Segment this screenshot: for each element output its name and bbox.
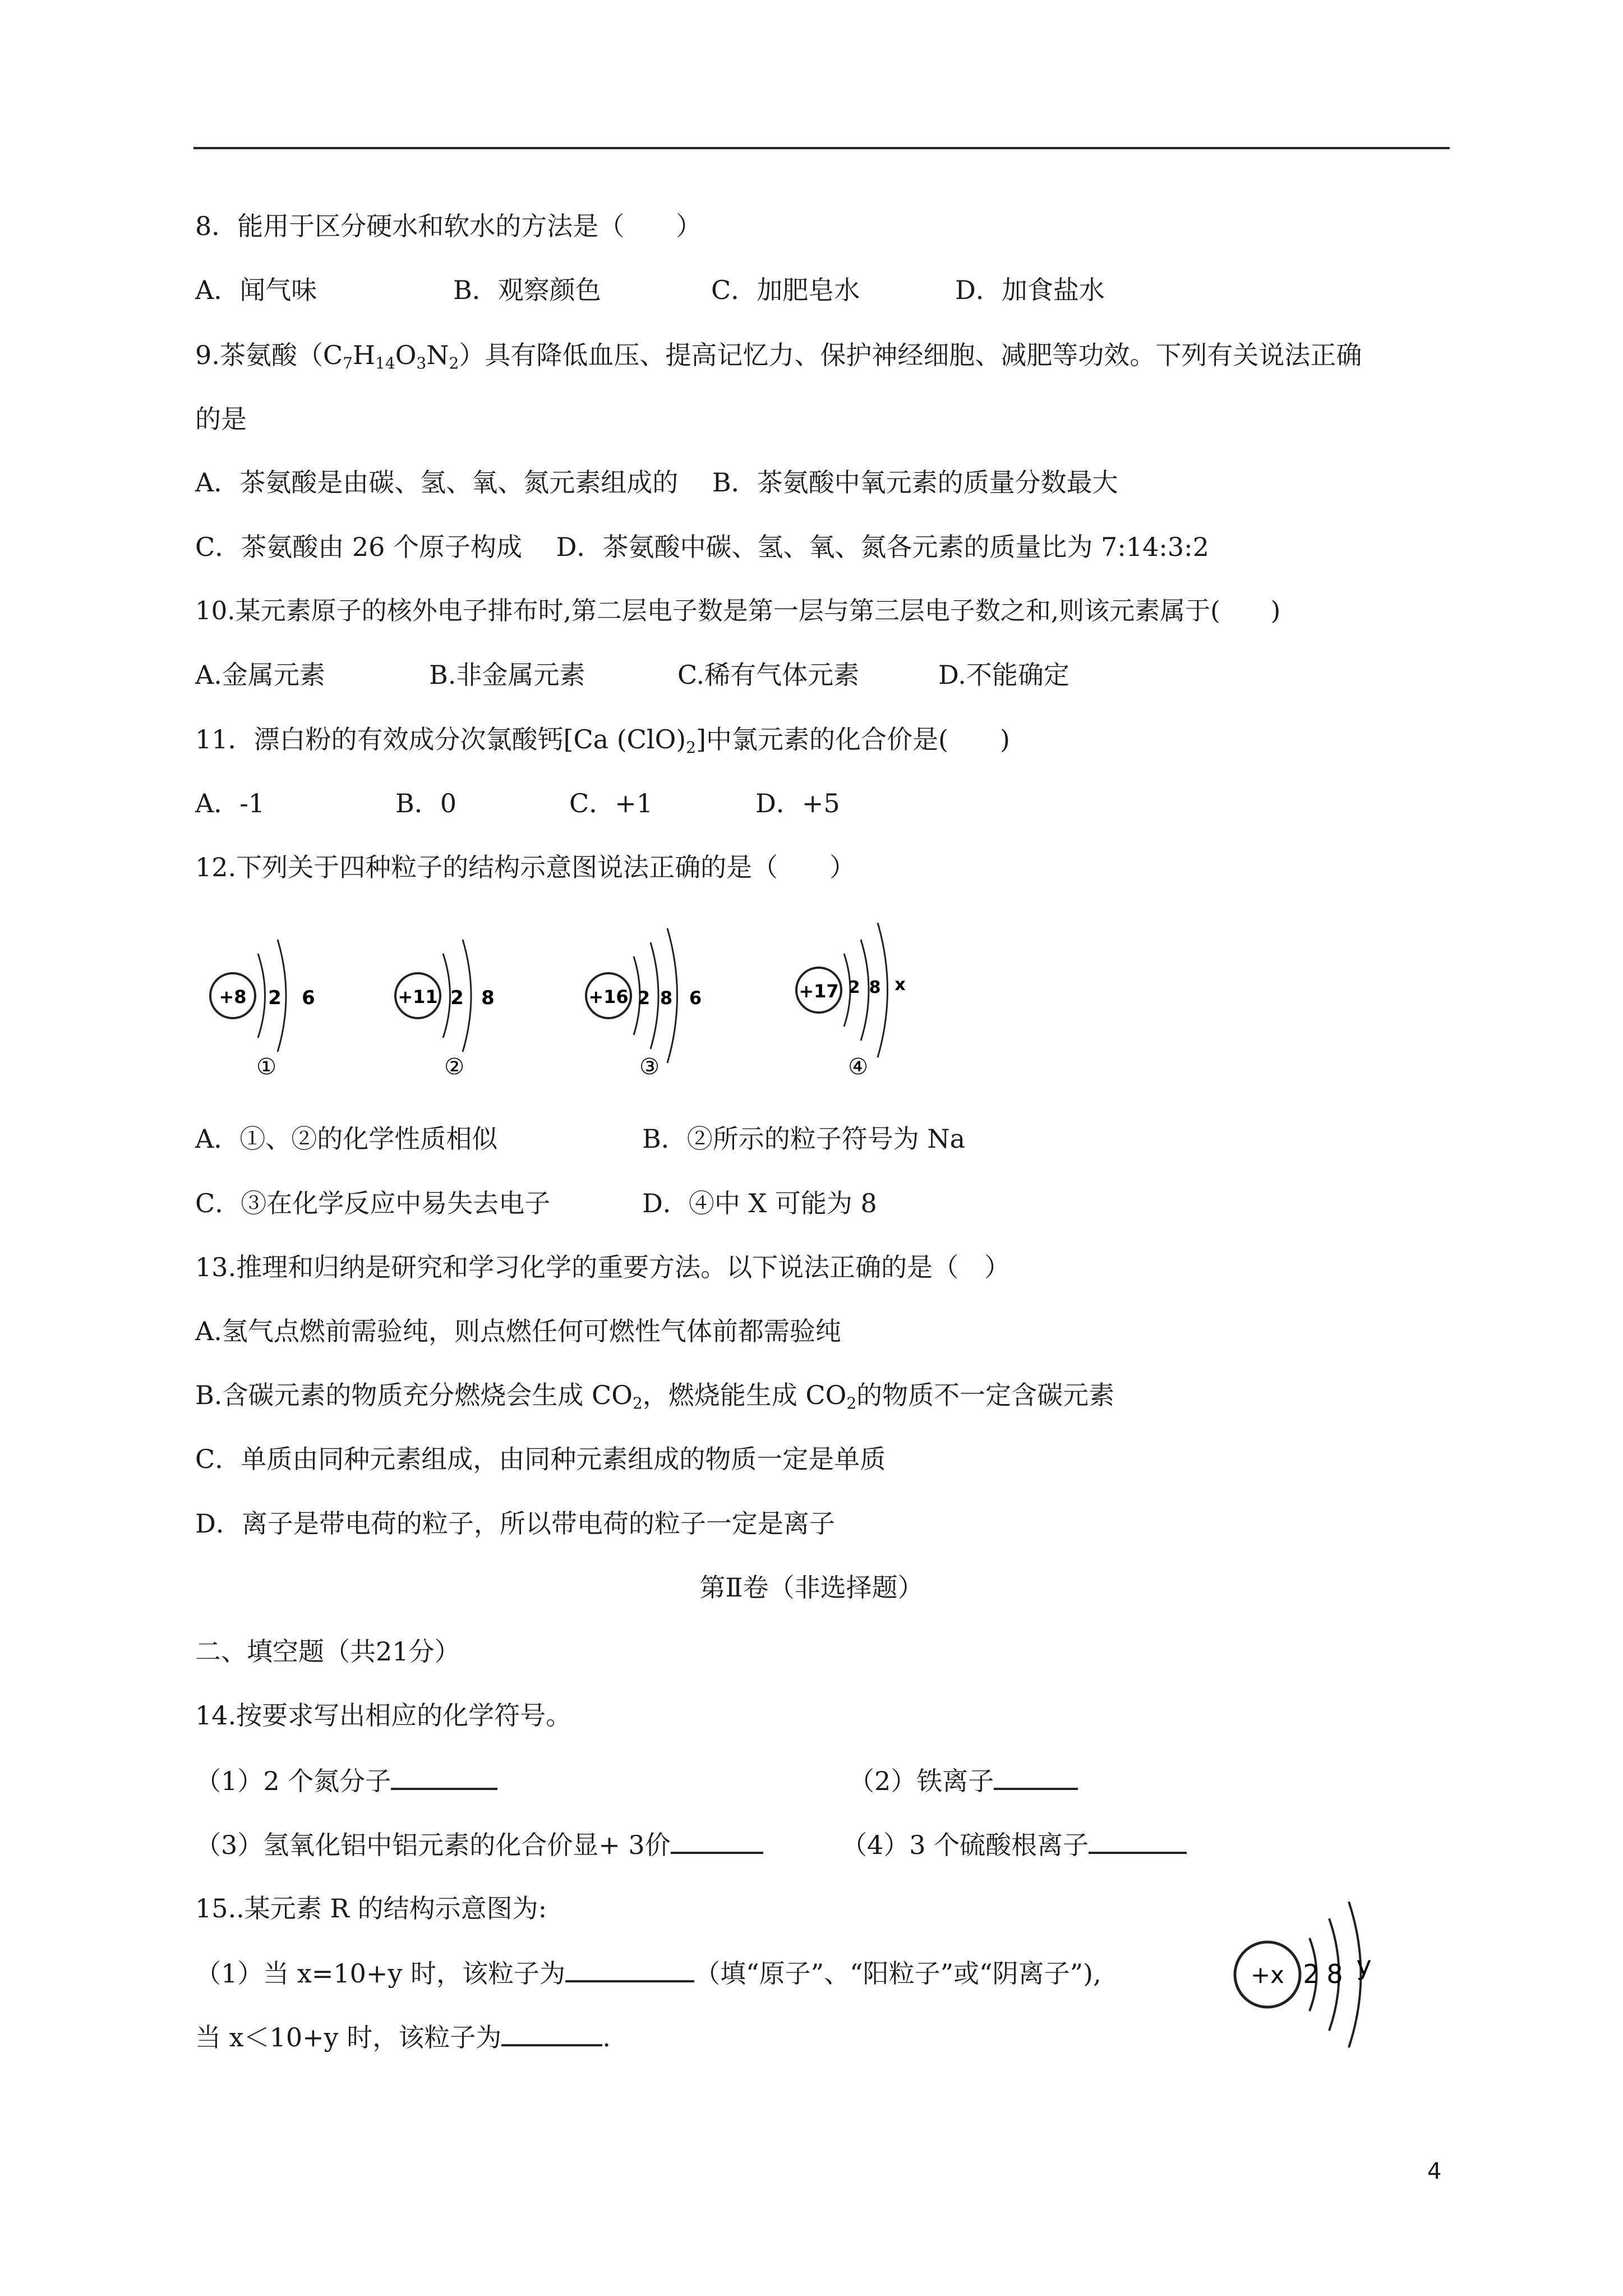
q10-stem: 10.某元素原子的核外电子排布时,第二层电子数是第一层与第三层电子数之和,则该元素属于( ) bbox=[195, 596, 1281, 625]
q15-atom-diagram bbox=[1223, 1896, 1413, 2064]
q10-option-a: A.金属元素 bbox=[195, 660, 325, 690]
q15-line2: 当 x＜10+y 时，该粒子为 . bbox=[195, 2019, 611, 2054]
q8-option-a: A．闻气味 bbox=[195, 275, 317, 305]
q13-option-c: C．单质由同种元素组成，由同种元素组成的物质一定是单质 bbox=[195, 1444, 886, 1474]
q9-stem-line2: 的是 bbox=[195, 404, 247, 434]
svg-text:2: 2 bbox=[268, 987, 282, 1009]
header-rule bbox=[193, 147, 1450, 149]
q12-option-c: C．③在化学反应中易失去电子 bbox=[195, 1188, 551, 1218]
svg-text:①: ① bbox=[256, 1054, 276, 1080]
svg-text:2: 2 bbox=[637, 987, 651, 1009]
q14-blank-1[interactable] bbox=[391, 1763, 497, 1790]
atom-diagram-2 bbox=[395, 940, 495, 1080]
q15-line1: （1）当 x=10+y 时，该粒子为 （填“原子”、“阳粒子”或“阴离子”), bbox=[195, 1955, 1101, 1990]
svg-text:6: 6 bbox=[302, 987, 315, 1009]
svg-text:+x: +x bbox=[1250, 1961, 1285, 1989]
svg-text:8: 8 bbox=[869, 978, 881, 997]
page-number: 4 bbox=[1427, 2159, 1442, 2184]
atom-diagram-1 bbox=[210, 940, 315, 1080]
svg-text:+17: +17 bbox=[799, 981, 839, 1002]
q8-option-b: B．观察颜色 bbox=[453, 275, 601, 305]
section2-heading: 二、填空题（共21分） bbox=[195, 1636, 460, 1667]
svg-text:y: y bbox=[1356, 1950, 1372, 1981]
svg-text:8: 8 bbox=[481, 987, 495, 1009]
part2-title: 第Ⅱ卷（非选择题） bbox=[699, 1572, 924, 1603]
q13-option-d: D．离子是带电荷的粒子，所以带电荷的粒子一定是离子 bbox=[195, 1508, 835, 1539]
q14-part3: （3）氢氧化铝中铝元素的化合价显+ 3价 bbox=[195, 1827, 763, 1862]
q12-option-b: B．②所示的粒子符号为 Na bbox=[642, 1124, 966, 1154]
svg-text:6: 6 bbox=[689, 987, 702, 1009]
q14-stem: 14.按要求写出相应的化学符号。 bbox=[195, 1700, 572, 1731]
q12-option-d: D．④中 X 可能为 8 bbox=[642, 1188, 877, 1218]
atom-diagram-4 bbox=[796, 923, 906, 1080]
svg-text:2: 2 bbox=[450, 987, 464, 1009]
q11-option-b: B．0 bbox=[395, 788, 457, 818]
q9-options-ab: A．茶氨酸是由碳、氢、氧、氮元素组成的 B．茶氨酸中氧元素的质量分数最大 bbox=[195, 467, 1118, 498]
q14-part1: （1）2 个氮分子 bbox=[195, 1763, 497, 1798]
q11-option-a: A．-1 bbox=[195, 788, 265, 818]
q13-stem: 13.推理和归纳是研究和学习化学的重要方法。以下说法正确的是（ ） bbox=[195, 1252, 1011, 1282]
q11-option-c: C．+1 bbox=[569, 788, 653, 818]
q14-blank-3[interactable] bbox=[671, 1827, 763, 1854]
q10-option-b: B.非金属元素 bbox=[429, 660, 585, 690]
svg-text:③: ③ bbox=[639, 1054, 660, 1080]
q9-options-cd: C．茶氨酸由 26 个原子构成 D．茶氨酸中碳、氢、氧、氮各元素的质量比为 7:14:3:2 bbox=[195, 532, 1209, 562]
q14-part2: （2）铁离子 bbox=[849, 1763, 1078, 1798]
q10-option-d: D.不能确定 bbox=[938, 660, 1069, 690]
q8-option-c: C．加肥皂水 bbox=[711, 275, 860, 305]
q11-stem: 11．漂白粉的有效成分次氯酸钙[Ca $(ClO)_2$]中氯元素的化合价是( ) bbox=[195, 724, 1010, 757]
q8-option-d: D．加食盐水 bbox=[955, 275, 1105, 305]
svg-text:+8: +8 bbox=[219, 986, 247, 1007]
q13-option-a: A.氢气点燃前需验纯，则点燃任何可燃性气体前都需验纯 bbox=[195, 1316, 841, 1346]
q14-blank-2[interactable] bbox=[994, 1763, 1078, 1790]
svg-text:8: 8 bbox=[1326, 1959, 1343, 1989]
svg-text:②: ② bbox=[444, 1054, 464, 1080]
q8-stem: 8．能用于区分硬水和软水的方法是（ ） bbox=[195, 211, 702, 241]
q11-option-d: D．+5 bbox=[755, 788, 840, 818]
q15-stem: 15..某元素 R 的结构示意图为: bbox=[195, 1893, 547, 1924]
q12-option-a: A．①、②的化学性质相似 bbox=[195, 1124, 498, 1154]
q13-option-b: B.含碳元素的物质充分燃烧会生成 $CO_2$，燃烧能生成 $CO_2$的物质不一定含碳元素 bbox=[195, 1380, 1115, 1412]
svg-text:2: 2 bbox=[848, 978, 860, 997]
svg-text:④: ④ bbox=[848, 1054, 868, 1080]
q12-atom-diagrams bbox=[191, 914, 976, 1099]
q15-blank-2[interactable] bbox=[501, 2019, 602, 2046]
q15-blank-1[interactable] bbox=[565, 1955, 694, 1982]
q10-option-c: C.稀有气体元素 bbox=[677, 660, 860, 690]
svg-text:x: x bbox=[895, 975, 906, 995]
q14-blank-4[interactable] bbox=[1089, 1827, 1187, 1854]
svg-text:2: 2 bbox=[1303, 1959, 1320, 1989]
q9-stem: 9.茶氨酸$(C_7H_{14}O_3N_2)$具有降低血压、提高记忆力、保护神经细胞、减肥等功效。下列有关说法正确 bbox=[195, 340, 1362, 372]
q14-part4: （4）3 个硫酸根离子 bbox=[841, 1827, 1187, 1862]
svg-text:+16: +16 bbox=[588, 986, 629, 1007]
svg-text:8: 8 bbox=[660, 987, 673, 1009]
atom-diagram-3 bbox=[586, 928, 702, 1080]
q12-stem: 12.下列关于四种粒子的结构示意图说法正确的是（ ） bbox=[195, 852, 856, 882]
svg-text:+11: +11 bbox=[398, 986, 438, 1007]
